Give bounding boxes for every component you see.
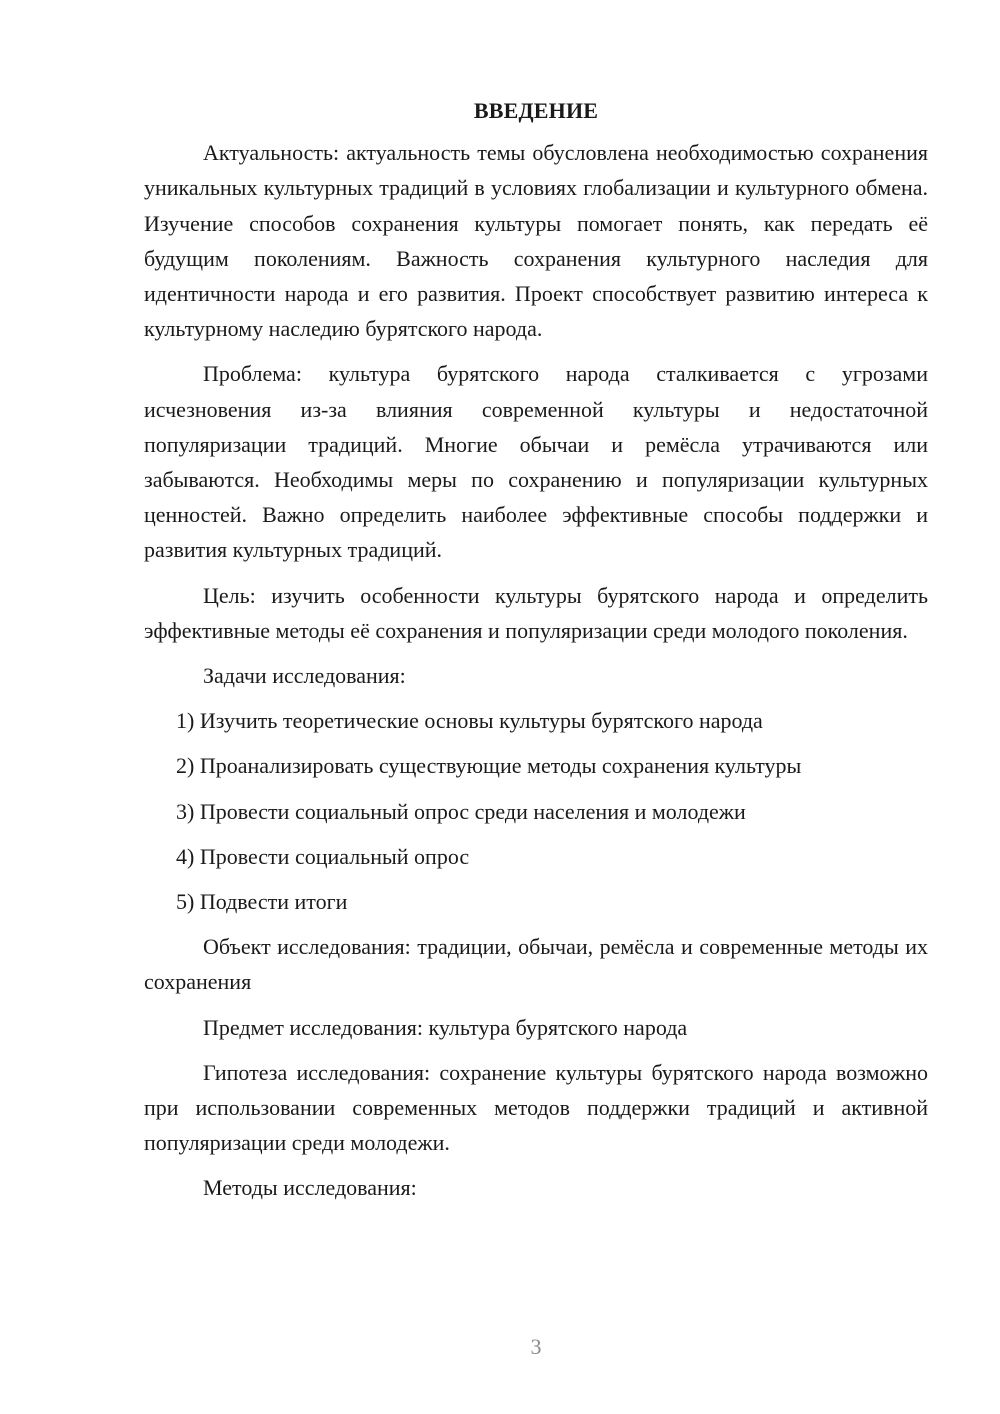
page-body — [144, 93, 928, 1216]
list-item: 5) Подвести итоги — [176, 889, 348, 915]
methods-heading: Методы исследования: — [203, 1175, 417, 1201]
paragraph-goal: Цель: изучить особенности культуры бурятского народа и определить эффективные методы её сохранения и популяризации среди молодого поколения. — [144, 582, 928, 643]
paragraph-problem: Проблема: культура бурятского народа сталкивается с угрозами исчезновения из-за влияния современной культуры и недостаточной популяризации традиций. Многие обычаи и ремёсла утрачиваются или забываются. Необходимы меры по сохранению и популяризации культурных ценностей. Важно определить наиболее эффективные способы поддержки и развития культурных традиций. — [144, 361, 928, 563]
list-item: 3) Провести социальный опрос среди населения и молодежи — [176, 798, 746, 824]
list-item: 2) Проанализировать существующие методы сохранения культуры — [176, 753, 802, 779]
paragraph-object: Объект исследования: традиции, обычаи, ремёсла и современные методы их сохранения — [144, 934, 928, 995]
list-item: 4) Провести социальный опрос — [176, 843, 470, 869]
paragraph-hypothesis: Гипотеза исследования: сохранение культуры бурятского народа возможно при использовании современных методов поддержки традиций и активной популяризации среди молодежи. — [144, 1059, 928, 1156]
tasks-heading: Задачи исследования: — [203, 663, 406, 689]
page-number: 3 — [530, 1334, 542, 1359]
paragraph-relevance: Актуальность: актуальность темы обусловлена необходимостью сохранения уникальных культурных традиций в условиях глобализации и культурного обмена. Изучение способов сохранения культуры помогает понять, как передать её будущим поколениям. Важность сохранения культурного наследия для идентичности народа и его развития. Проект способствует развитию интереса к культурному наследию бурятского народа. — [144, 140, 928, 342]
list-item: 1) Изучить теоретические основы культуры бурятского народа — [176, 708, 763, 734]
page-title: ВВЕДЕНИЕ — [473, 98, 599, 123]
paragraph-subject: Предмет исследования: культура бурятского народа — [203, 1014, 688, 1040]
tasks-list — [144, 703, 928, 919]
